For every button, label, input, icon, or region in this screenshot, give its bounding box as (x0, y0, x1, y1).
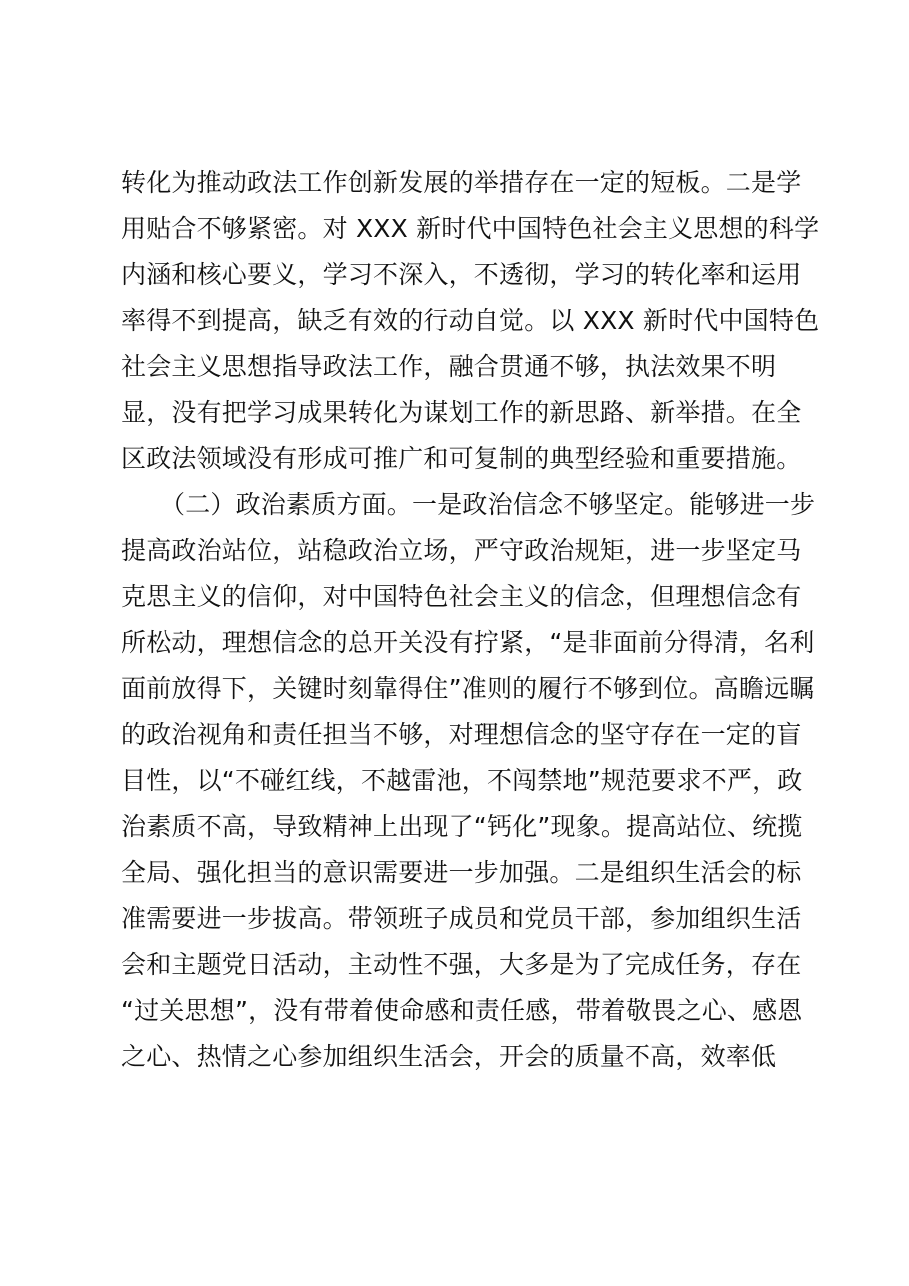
text-line: 显，没有把学习成果转化为谋划工作的新思路、新举措。在全 (121, 398, 802, 427)
text-line: 准需要进一步拔高。带领班子成员和党员干部，参加组织生活 (121, 904, 802, 933)
text-line: 社会主义思想指导政法工作，融合贯通不够，执法效果不明 (121, 352, 777, 381)
text-line: 率得不到提高，缺乏有效的行动自觉。以 XXX 新时代中国特色 (121, 306, 820, 335)
text-line: 用贴合不够紧密。对 XXX 新时代中国特色社会主义思想的科学 (121, 214, 820, 243)
text-line: 全局、强化担当的意识需要进一步加强。二是组织生活会的标 (121, 858, 802, 887)
text-line: 提高政治站位，站稳政治立场，严守政治规矩，进一步坚定马 (121, 536, 802, 565)
text-line: 克思主义的信仰，对中国特色社会主义的信念，但理想信念有 (121, 582, 802, 611)
text-line: 治素质不高，导致精神上出现了“钙化”现象。提高站位、统揽 (121, 812, 803, 841)
paragraph-first-line: （二）政治素质方面。一是政治信念不够坚定。能够进一步 (160, 490, 816, 519)
text-line: 内涵和核心要义，学习不深入，不透彻，学习的转化率和运用 (121, 260, 802, 289)
text-line: 的政治视角和责任担当不够，对理想信念的坚守存在一定的盲 (121, 720, 802, 749)
text-line: 会和主题党日活动，主动性不强，大多是为了完成任务，存在 (121, 950, 802, 979)
text-line: 转化为推动政法工作创新发展的举措存在一定的短板。二是学 (121, 168, 802, 197)
text-line: 所松动，理想信念的总开关没有拧紧，“是非面前分得清，名利 (121, 628, 815, 657)
text-line: 之心、热情之心参加组织生活会，开会的质量不高，效率低 (121, 1042, 777, 1071)
text-line: 区政法领域没有形成可推广和可复制的典型经验和重要措施。 (121, 444, 802, 473)
text-line: “过关思想”，没有带着使命感和责任感，带着敬畏之心、感恩 (121, 996, 803, 1025)
text-line: 目性，以“不碰红线，不越雷池，不闯禁地”规范要求不严，政 (121, 766, 803, 795)
text-line: 面前放得下，关键时刻靠得住”准则的履行不够到位。高瞻远瞩 (121, 674, 815, 703)
